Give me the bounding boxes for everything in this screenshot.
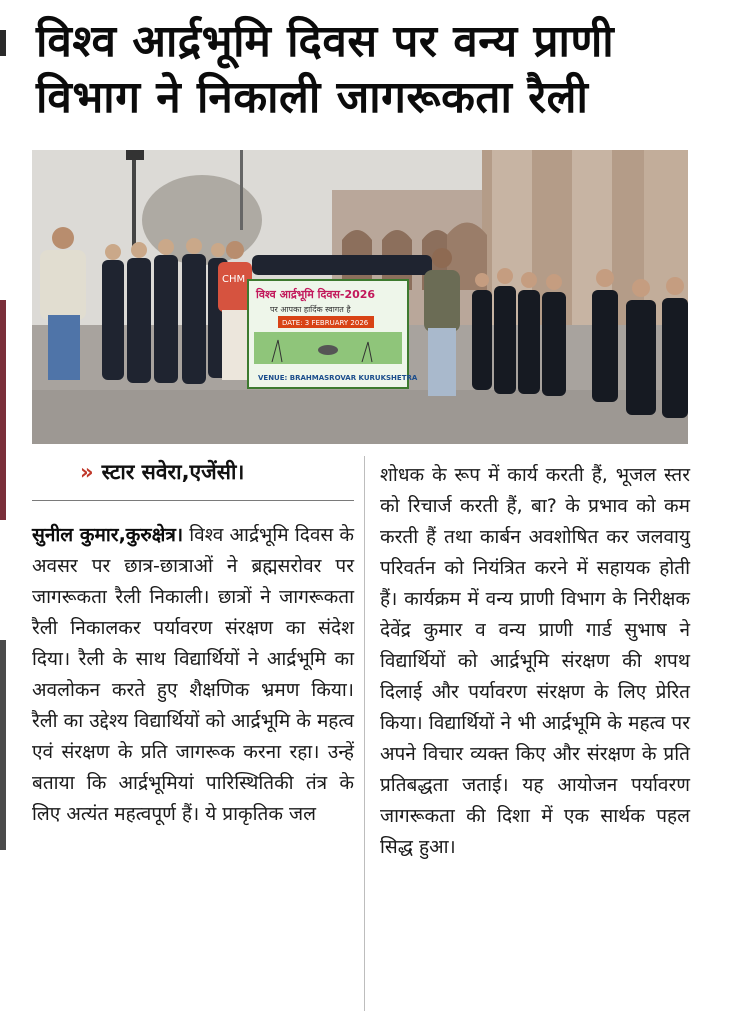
- agency-byline: [80, 458, 244, 486]
- agency-name: स्टार सवेरा,एजेंसी।: [101, 460, 245, 484]
- article-text-right: शोधक के रूप में कार्य करती हैं, भूजल स्तर को रिचार्ज करती हैं, बा? के प्रभाव को कम करती हैं तथा कार्बन अवशोषित कर जलवायु परिवर्तन को नियंत्रित करने में सहायक होती हैं। कार्यक्रम में वन्य प्राणी विभाग के निरीक्षक देवेंद्र कुमार व वन्य प्राणी गार्ड सुभाष ने विद्यार्थियों को आर्द्रभूमि संरक्षण की शपथ दिलाई और पर्यावरण संरक्षण के लिए प्रेरित किया। विद्यार्थियों ने भी आर्द्रभूमि के महत्व पर अपने विचार व्यक्त किए और संरक्षण के प्रति प्रतिबद्धता जताई। यह आयोजन पर्यावरण जागरूकता की दिशा में एक सार्थक पहल सिद्ध हुआ।: [380, 464, 690, 858]
- rally-photo-illustration: [32, 150, 688, 444]
- news-photo: [32, 150, 688, 444]
- article-column-right: [380, 460, 690, 863]
- banner-title: विश्व आर्द्रभूमि दिवस-2026: [256, 288, 376, 301]
- banner-date: DATE: 3 FEBRUARY 2026: [282, 319, 369, 327]
- byline-arrow: »: [80, 460, 94, 484]
- left-edge-mark: [0, 300, 6, 520]
- headline-line-2: विभाग ने निकाली जागरूकता रैली: [36, 72, 589, 123]
- byline-rule: [32, 500, 354, 501]
- headline: [36, 14, 696, 126]
- column-divider: [364, 456, 365, 1011]
- rally-banner: [248, 280, 418, 388]
- tshirt-text: CHM: [222, 274, 246, 285]
- article-text-left: विश्व आर्द्रभूमि दिवस के अवसर पर छात्र-छात्राओं ने ब्रह्मसरोवर पर जागरूकता रैली निकाली। छात्रों ने जागरूकता रैली निकालकर पर्यावरण संरक्षण का संदेश दिया। रैली के साथ विद्यार्थियों ने आर्द्रभूमि का अवलोकन करते हुए शैक्षणिक भ्रमण किया। रैली का उद्देश्य विद्यार्थियों को आर्द्रभूमि के महत्व एवं संरक्षण के प्रति जागरूक करना रहा। उन्हें बताया कि आर्द्रभूमियां पारिस्थितिकी तंत्र के लिए अत्यंत महत्वपूर्ण हैं। ये प्राकृतिक जल: [32, 524, 355, 825]
- article-column-left: [32, 520, 354, 830]
- banner-venue: VENUE: BRAHMASROVAR KURUKSHETRA: [258, 374, 418, 382]
- headline-line-1: विश्व आर्द्रभूमि दिवस पर वन्य प्राणी: [36, 16, 615, 67]
- banner-greeting: पर आपका हार्दिक स्वागत है: [270, 305, 351, 314]
- left-edge-mark: [0, 30, 6, 56]
- left-edge-mark: [0, 640, 6, 850]
- dateline: सुनील कुमार,कुरुक्षेत्र।: [32, 524, 184, 546]
